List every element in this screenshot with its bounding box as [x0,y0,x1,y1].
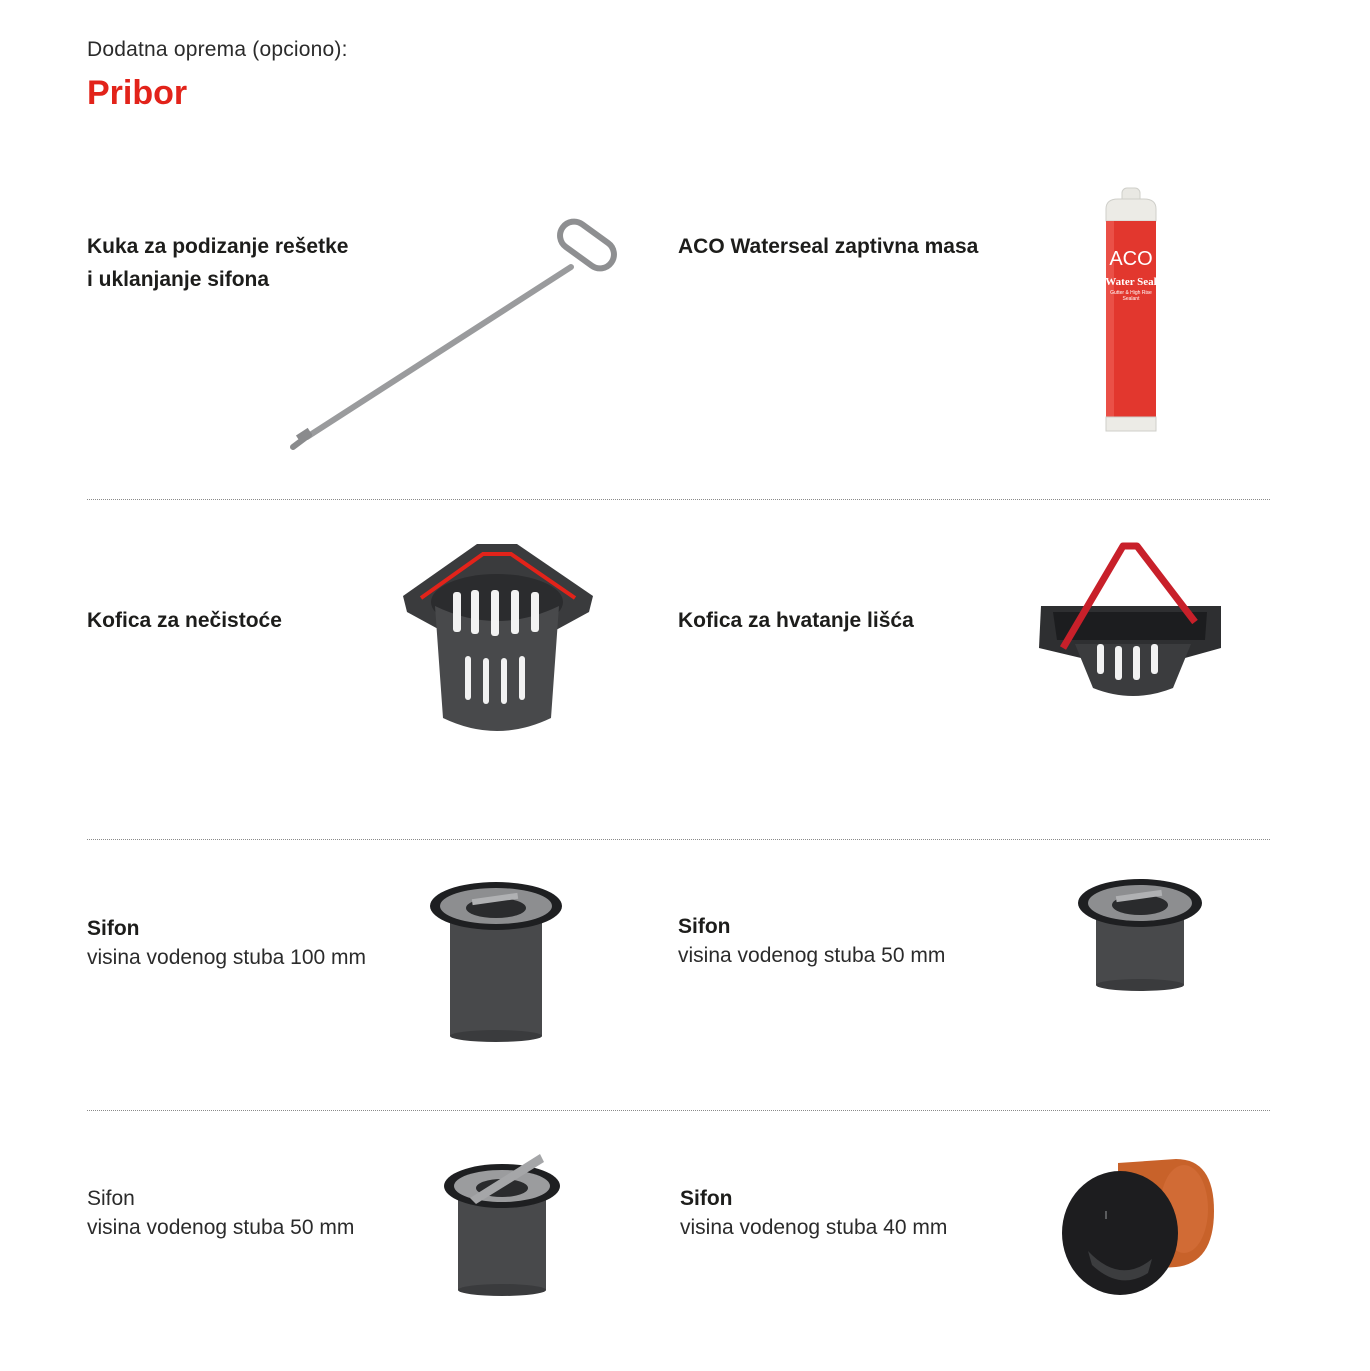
sealant-name-text: Water Seal [1105,276,1157,288]
trap-50-insert-icon [440,1150,565,1300]
trap-100-title: Sifon [87,917,140,940]
trap-40-title: Sifon [680,1187,733,1210]
hook-label-line2: i uklanjanje sifona [87,268,270,291]
dirt-bucket-icon [395,540,600,740]
sealant-cartridge-icon [1100,185,1162,435]
sealant-sub1-text: Gutter & High Rise [1110,290,1152,296]
dirt-bucket-label: Kofica za nečistoće [87,609,282,632]
sealant-label: ACO Waterseal zaptivna masa [678,235,979,258]
trap-50-insert-label [87,1184,354,1242]
trap-100-label [87,914,366,972]
trap-100-subtitle: visina vodenog stuba 100 mm [87,946,366,969]
trap-50-insert-subtitle: visina vodenog stuba 50 mm [87,1216,355,1239]
row-divider [87,499,1270,500]
intro-text: Dodatna oprema (opciono): [87,38,348,61]
trap-40-icon [1058,1155,1218,1300]
row-divider [87,839,1270,840]
lifting-hook-icon [285,225,630,460]
trap-100-icon [428,878,568,1044]
trap-40-subtitle: visina vodenog stuba 40 mm [680,1216,948,1239]
trap-40-label [680,1184,947,1242]
trap-50-title: Sifon [678,915,731,938]
trap-50-insert-title: Sifon [87,1187,135,1210]
sealant-sub2-text: Sealant [1122,296,1140,302]
trap-50-icon [1074,875,1206,995]
page-title: Pribor [87,74,188,112]
sealant-brand-text: ACO [1109,248,1153,270]
hook-label-line1: Kuka za podizanje rešetke [87,235,349,258]
leaf-catcher-icon [1035,540,1230,705]
trap-50-subtitle: visina vodenog stuba 50 mm [678,944,946,967]
row-divider [87,1110,1270,1111]
trap-50-label [678,912,945,970]
leaf-catcher-label: Kofica za hvatanje lišća [678,609,914,632]
